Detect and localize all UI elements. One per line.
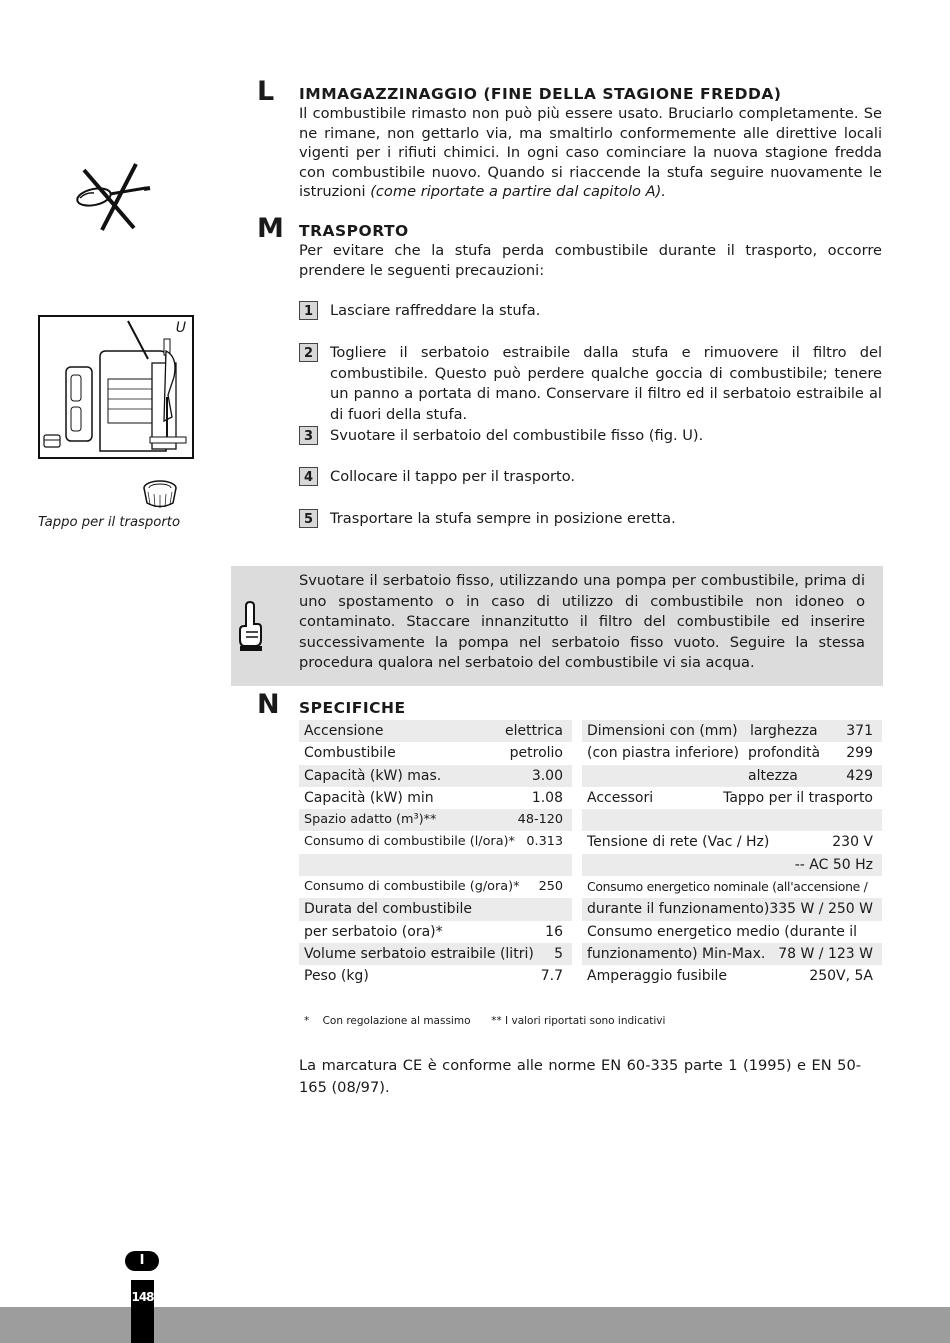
spec-label: Spazio adatto (m³)** <box>304 812 437 828</box>
spec-value: 16 <box>545 923 563 940</box>
spec-row <box>299 965 572 987</box>
spec-label: Accensione <box>304 723 384 739</box>
spec-dimension: altezza <box>748 767 798 784</box>
spec-value: 250V, 5A <box>809 968 873 985</box>
spec-value: 335 W / 250 W <box>769 901 873 918</box>
page-number: 148 <box>131 1290 154 1304</box>
spec-row <box>582 854 882 876</box>
section-letter-m: M <box>257 213 284 244</box>
spec-value: -- AC 50 Hz <box>794 856 873 873</box>
spec-label: (con piastra inferiore) <box>587 745 740 762</box>
spec-label: Capacità (kW) mas. <box>304 767 442 784</box>
spec-label: Capacità (kW) min <box>304 789 434 806</box>
spec-value: 7.7 <box>540 968 563 985</box>
section-letter-n: N <box>257 689 280 720</box>
spec-row <box>299 943 572 965</box>
step-text: Trasportare la stufa sempre in posizione eretta. <box>330 510 676 527</box>
transport-intro: Per evitare che la stufa perda combustibile durante il trasporto, occorre prendere le seguenti precauzioni: <box>299 242 882 279</box>
storage-text-italic: (come riportate a partire dal capitolo A). <box>370 183 666 201</box>
spec-value: 230 V <box>832 834 873 851</box>
figure-u <box>38 315 194 459</box>
step-number: 5 <box>299 509 318 528</box>
spec-row <box>582 876 882 898</box>
spec-row <box>299 921 572 943</box>
specs-left-column <box>299 720 572 988</box>
spec-value: 78 W / 123 W <box>778 945 873 962</box>
spec-row <box>299 809 572 831</box>
spec-row <box>299 742 572 764</box>
step-text: Collocare il tappo per il trasporto. <box>330 468 576 485</box>
spec-row <box>582 831 882 853</box>
step-text: Svuotare il serbatoio del combustibile fisso (fig. U). <box>330 427 704 444</box>
storage-paragraph <box>299 104 882 202</box>
step-number: 4 <box>299 467 318 486</box>
spec-label: Volume serbatoio estraibile (litri) <box>304 945 534 962</box>
heater-illustration <box>40 317 192 457</box>
transport-cap-icon <box>140 476 180 512</box>
spec-row <box>582 765 882 787</box>
ce-compliance-text: La marcatura CE è conforme alle norme EN 60-335 parte 1 (1995) e EN 50-165 (08/97). <box>299 1057 861 1096</box>
spec-row <box>582 921 882 943</box>
spec-row <box>299 831 572 853</box>
spec-value: petrolio <box>509 745 563 762</box>
spec-label: per serbatoio (ora)* <box>304 923 443 940</box>
step-text: Togliere il serbatoio estraibile dalla stufa e rimuovere il filtro del combustibile. Questo può perdere qualche goccia di combustibile; tenere un panno a portata di mano. Conservare il filtro ed il serbatoio estraibile al di fuori della stufa. <box>330 344 882 423</box>
spec-value: 5 <box>554 945 563 962</box>
spec-value: 250 <box>538 879 563 895</box>
spec-label: Amperaggio fusibile <box>587 968 727 985</box>
spec-value: elettrica <box>504 723 563 739</box>
spec-value: 48-120 <box>517 812 563 828</box>
section-letter-l: L <box>257 76 275 107</box>
step-number: 2 <box>299 343 318 362</box>
spec-value: 3.00 <box>531 767 563 784</box>
spec-dimension: larghezza <box>750 723 818 739</box>
spec-label: Accessori <box>587 789 654 806</box>
spec-row <box>299 787 572 809</box>
footnote-indicative: ** I valori riportati sono indicativi <box>491 1015 666 1027</box>
spec-value: 429 <box>846 767 873 784</box>
spec-dimension: profondità <box>748 745 821 762</box>
spec-row <box>299 876 572 898</box>
spec-row <box>299 898 572 920</box>
spec-row <box>299 720 572 742</box>
specs-right-column <box>582 720 882 988</box>
spec-row <box>582 965 882 987</box>
spec-label: Peso (kg) <box>304 968 369 985</box>
spec-value: 299 <box>846 745 873 762</box>
spec-row <box>299 765 572 787</box>
spec-label: funzionamento) Min-Max. <box>587 945 766 962</box>
spec-value: 1.08 <box>531 789 563 806</box>
footnotes <box>304 1015 665 1027</box>
section-heading-specs: SPECIFICHE <box>299 699 406 717</box>
spec-row <box>582 787 882 809</box>
language-badge: I <box>125 1251 159 1271</box>
no-screwdriver-icon <box>72 160 152 235</box>
spec-row <box>582 809 882 831</box>
spec-value: Tappo per il trasporto <box>723 789 873 806</box>
spec-label: Consumo energetico medio (durante il <box>587 923 858 940</box>
footnote-max-setting: * Con regolazione al massimo <box>304 1015 471 1027</box>
spec-label: Consumo di combustibile (g/ora)* <box>304 879 520 895</box>
spec-value: 371 <box>846 723 873 739</box>
spec-row <box>582 898 882 920</box>
step-number: 1 <box>299 301 318 320</box>
note-text: Svuotare il serbatoio fisso, utilizzando una pompa per combustibile, prima di uno spostamento o in caso di utilizzo di combustibile non idoneo o contaminato. Staccare innanzitutto il filtro del combustibile ed inserire successivamente la pompa nel serbatoio fisso vuoto. Seguire la stessa procedura qualora nel serbatoio del combustibile vi sia acqua. <box>299 572 865 672</box>
spec-label: Dimensioni con (mm) <box>587 723 738 739</box>
figure-caption: Tappo per il trasporto <box>38 515 181 530</box>
storage-text: Il combustibile rimasto non può più essere usato. Bruciarlo completamente. Se ne rimane, non gettarlo via, ma smaltirlo conformemente alle direttive locali vigenti per i rifiuti chimici. In ogni caso cominciare la nuova stagione fredda con combustibile nuovo. Quando si riaccende la stufa seguire nuovamente le istruzioni <box>299 105 882 201</box>
figure-label: U <box>175 320 186 336</box>
spec-value: 0.313 <box>526 834 563 850</box>
spec-row <box>582 943 882 965</box>
spec-label: Durata del combustibile <box>304 901 472 918</box>
spec-row <box>299 854 572 876</box>
section-heading-storage: IMMAGAZZINAGGIO (FINE DELLA STAGIONE FREDDA) <box>299 85 782 103</box>
spec-label: Combustibile <box>304 745 396 762</box>
spec-label: durante il funzionamento) <box>587 901 770 918</box>
spec-row <box>582 742 882 764</box>
step-text: Lasciare raffreddare la stufa. <box>330 302 541 319</box>
step-number: 3 <box>299 426 318 445</box>
spec-row <box>582 720 882 742</box>
spec-label: Consumo di combustibile (l/ora)* <box>304 834 515 850</box>
section-heading-transport: TRASPORTO <box>299 222 409 240</box>
spec-label: Tensione di rete (Vac / Hz) <box>587 834 770 851</box>
spec-label: Consumo energetico nominale (all'accensione / <box>587 879 868 895</box>
pointing-hand-icon <box>236 600 264 652</box>
